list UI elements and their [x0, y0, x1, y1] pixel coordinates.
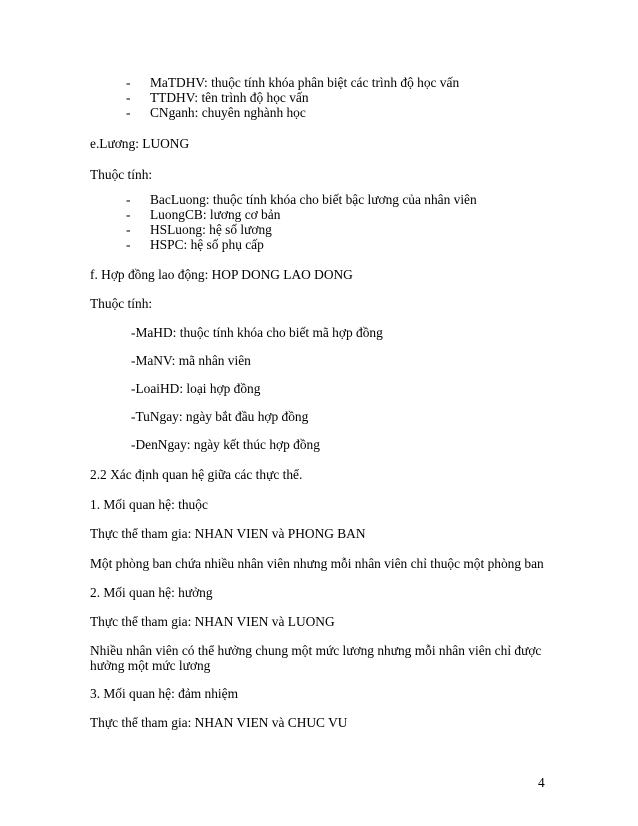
list-item: MaTDHV: thuộc tính khóa phân biệt các trình độ học vấn — [150, 75, 460, 90]
relationship-description: hưởng một mức lương — [90, 658, 211, 673]
list-item: -MaHD: thuộc tính khóa cho biết mã hợp đồng — [131, 325, 383, 340]
relationship-description: Nhiều nhân viên có thể hưởng chung một mức lương nhưng mỗi nhân viên chỉ được — [90, 643, 542, 658]
list-item: TTDHV: tên trình độ học vấn — [150, 90, 309, 105]
relationship-title: 3. Mối quan hệ: đảm nhiệm — [90, 686, 239, 701]
attribute-label: Thuộc tính: — [90, 296, 153, 311]
list-item: LuongCB: lương cơ bản — [150, 207, 281, 222]
relationship-title: 2. Mối quan hệ: hưởng — [90, 585, 213, 600]
list-bullet: - — [126, 192, 131, 207]
list-item: -LoaiHD: loại hợp đồng — [131, 381, 261, 396]
list-bullet: - — [126, 105, 131, 120]
list-bullet: - — [126, 222, 131, 237]
relationship-entities: Thực thể tham gia: NHAN VIEN và LUONG — [90, 614, 335, 629]
attribute-label: Thuộc tính: — [90, 167, 153, 182]
list-item: -TuNgay: ngày bắt đầu hợp đồng — [131, 409, 309, 424]
relationship-entities: Thực thể tham gia: NHAN VIEN và PHONG BAN — [90, 526, 366, 541]
list-bullet: - — [126, 207, 131, 222]
list-bullet: - — [126, 237, 131, 252]
section-heading-luong: e.Lương: LUONG — [90, 136, 190, 151]
list-bullet: - — [126, 90, 131, 105]
section-heading-relationships: 2.2 Xác định quan hệ giữa các thực thể. — [90, 467, 303, 482]
list-bullet: - — [126, 75, 131, 90]
relationship-description: Một phòng ban chứa nhiều nhân viên nhưng mỗi nhân viên chỉ thuộc một phòng ban — [90, 556, 544, 571]
list-item: CNganh: chuyên nghành học — [150, 105, 306, 120]
list-item: -MaNV: mã nhân viên — [131, 353, 251, 368]
relationship-title: 1. Mối quan hệ: thuộc — [90, 497, 208, 512]
list-item: HSPC: hệ số phụ cấp — [150, 237, 264, 252]
list-item: BacLuong: thuộc tính khóa cho biết bậc lương của nhân viên — [150, 192, 477, 207]
list-item: -DenNgay: ngày kết thúc hợp đồng — [131, 437, 320, 452]
list-item: HSLuong: hệ số lương — [150, 222, 272, 237]
page-number: 4 — [538, 775, 545, 790]
relationship-entities: Thực thể tham gia: NHAN VIEN và CHUC VU — [90, 715, 348, 730]
section-heading-hop-dong: f. Hợp đồng lao động: HOP DONG LAO DONG — [90, 267, 353, 282]
